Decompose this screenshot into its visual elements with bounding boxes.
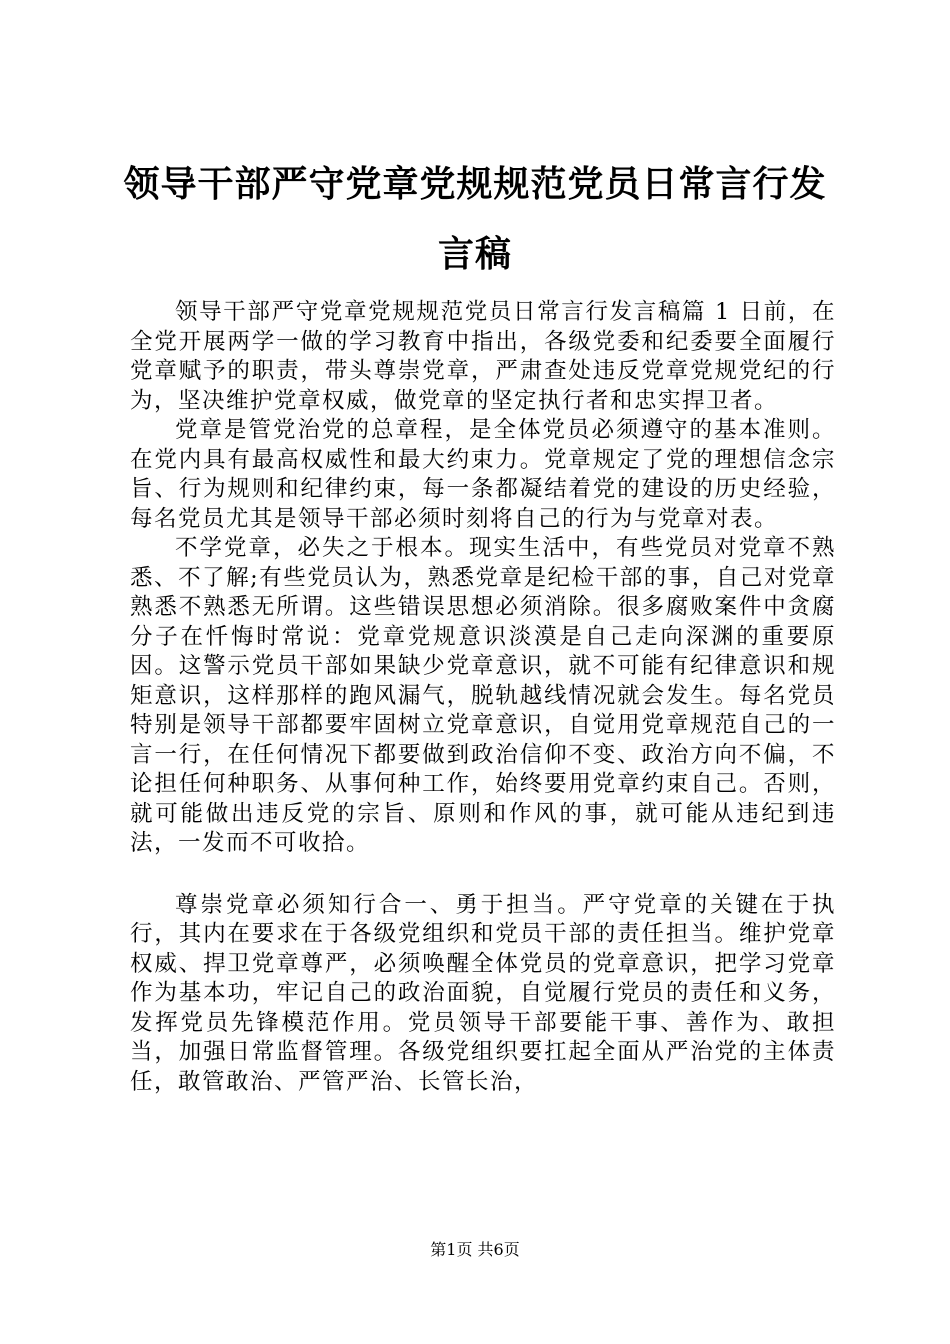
page-number-footer: 第1页 共6页 bbox=[430, 1240, 520, 1259]
document-title: 领导干部严守党章党规规范党员日常言行发言稿 bbox=[123, 164, 827, 275]
document-body bbox=[130, 298, 836, 1097]
paragraph-4: 尊崇党章必须知行合一、勇于担当。严守党章的关键在于执行，其内在要求在于各级党组织和党员干部的责任担当。维护党章权威、捍卫党章尊严，必须唤醒全体党员的党章意识，把学习党章作为基本功，牢记自己的政治面貌，自觉履行党员的责任和义务，发挥党员先锋模范作用。党员领导干部要能干事、善作为、敢担当，加强日常监督管理。各级党组织要扛起全面从严治党的主体责任，敢管敢治、严管严治、长管长治， bbox=[130, 891, 836, 1095]
paragraph-1: 领导干部严守党章党规规范党员日常言行发言稿篇 1 日前，在全党开展两学一做的学习教育中指出，各级党委和纪委要全面履行党章赋予的职责，带头尊崇党章，严肃查处违反党章党规党纪的行为，坚决维护党章权威，做党章的坚定执行者和忠实捍卫者。 bbox=[130, 299, 836, 414]
paragraph-2: 党章是管党治党的总章程，是全体党员必须遵守的基本准则。在党内具有最高权威性和最大约束力。党章规定了党的理想信念宗旨、行为规则和纪律约束，每一条都凝结着党的建设的历史经验，每名党员尤其是领导干部必须时刻将自己的行为与党章对表。 bbox=[130, 417, 836, 532]
paragraph-3: 不学党章，必失之于根本。现实生活中，有些党员对党章不熟悉、不了解;有些党员认为，熟悉党章是纪检干部的事，自己对党章熟悉不熟悉无所谓。这些错误思想必须消除。很多腐败案件中贪腐分子在忏悔时常说：党章党规意识淡漠是自己走向深渊的重要原因。这警示党员干部如果缺少党章意识，就不可能有纪律意识和规矩意识，这样那样的跑风漏气，脱轨越线情况就会发生。每名党员特别是领导干部都要牢固树立党章意识，自觉用党章规范自己的一言一行，在任何情况下都要做到政治信仰不变、政治方向不偏，不论担任何种职务、从事何种工作，始终要用党章约束自己。否则，就可能做出违反党的宗旨、原则和作风的事，就可能从违纪到违法，一发而不可收拾。 bbox=[130, 535, 836, 856]
